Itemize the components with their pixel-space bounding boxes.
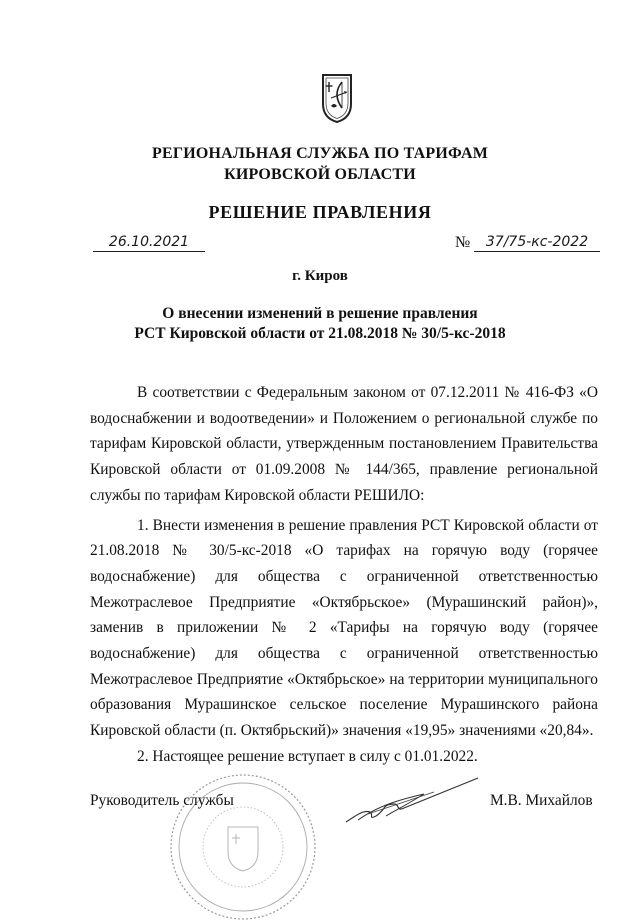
document-body xyxy=(90,380,598,770)
preamble-paragraph: В соответствии с Федеральным законом от 07.12.2011 № 416-ФЗ «О водоснабжении и водоотведении» и Положением о региональной службе по тарифам Кировской области, утвержденным постановлением Правительства Кировской области от 01.09.2008 № 144/365, правление региональной службы по тарифам Кировской области РЕШИЛО: xyxy=(90,384,598,504)
subject-line2: РСТ Кировской области от 21.08.2018 № 30/5-кс-2018 xyxy=(134,325,506,342)
organization-name-line2: КИРОВСКОЙ ОБЛАСТИ xyxy=(224,166,416,183)
city-name: г. Киров xyxy=(292,268,348,284)
document-number: 37/75-кс-2022 xyxy=(474,233,600,252)
decision-item-2: 2. Настоящее решение вступает в силу с 01.01.2022. xyxy=(137,747,478,765)
document-date: 26.10.2021 xyxy=(93,233,205,252)
decision-item-1: 1. Внести изменения в решение правления РСТ Кировской области от 21.08.2018 № 30/5-кс-2018 «О тарифах на горячую воду (горячее водоснабжение) для общества с ограниченной ответственностью Межотраслевое Предприятие «Октябрьское» (Мурашинский район)», заменив в приложении № 2 «Тарифы на горячую воду (горячее водоснабжение) для общества с ограниченной ответственностью Межотраслевое Предприятие «Октябрьское» на территории муниципального образования Мурашинское сельское поселение Мурашинского района Кировской области (п. Октябрьский)» значения «19,95» значениями «20,84». xyxy=(90,516,598,740)
coat-of-arms-icon xyxy=(320,72,354,124)
signer-position: Руководитель службы xyxy=(90,792,234,809)
number-label: № xyxy=(455,234,471,251)
document-type-title: РЕШЕНИЕ ПРАВЛЕНИЯ xyxy=(208,202,432,222)
organization-name-line1: РЕГИОНАЛЬНАЯ СЛУЖБА ПО ТАРИФАМ xyxy=(151,145,489,162)
handwritten-signature-icon xyxy=(338,770,488,840)
subject-line1: О внесении изменений в решение правления xyxy=(162,305,478,322)
signer-name: М.В. Михайлов xyxy=(490,792,593,809)
